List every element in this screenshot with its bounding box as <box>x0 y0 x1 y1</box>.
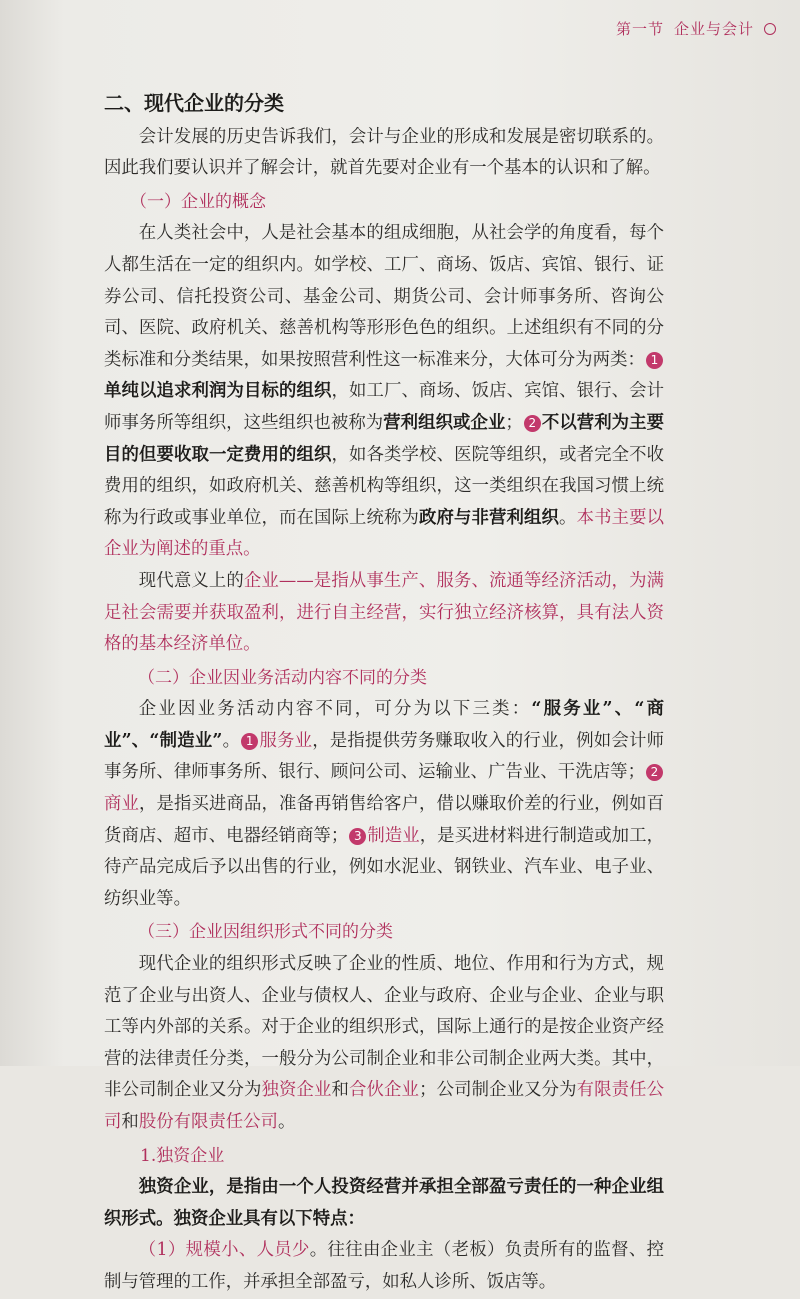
number-badge-2: 2 <box>646 764 663 781</box>
section-title: 二、现代企业的分类 <box>104 91 284 115</box>
definition-paragraph: 现代意义上的企业——是指从事生产、服务、流通等经济活动，为满足社会需要并获取盈利，进行自主经营，实行独立经济核算，具有法人资格的基本经济单位。 <box>104 570 664 655</box>
business-type-paragraph: 企业因业务活动内容不同，可分为以下三类：“服务业”、“商业”、“制造业”。 1 服务业，是指提供劳务赚取收入的行业，例如会计师事务所、律师事务所、银行、顾问公司、运输业、广告业、干洗店等； 2商业，是指买进商品，准备再销售给客户，借以赚取价差的行业，例如百货商店、超市、电器经销商等； 3 制造业，是买进材料进行制造或加工，待产品完成后予以出售的行业，例如水泥业、钢铁业、汽车业、电子业、纺织业等。 <box>104 699 664 909</box>
concept-paragraph: 在人类社会中，人是社会基本的组成细胞，从社会学的角度看，每个人都生活在一定的组织内。如学校、工厂、商场、饭店、宾馆、银行、证券公司、信托投资公司、基金公司、期货公司、会计师事务所、咨询公司、医院、政府机关、慈善机构等形形色色的组织。上述组织有不同的分类标准和分类结果，如果按照营利性这一标准来分，大体可分为两类： 1单纯以追求利润为目标的组织，如工厂、商场、饭店、宾馆、银行、会计师事务所等组织，这些组织也被称为营利组织或企业； 2 不以营利为主要目的但要收取一定费用的组织，如各类学校、医院等组织，或者完全不收费用的组织，如政府机关、慈善机构等组织，这一类组织在我国习惯上统称为行政或事业单位，而在国际上统称为政府与非营利组织。本书主要以企业为阐述的重点。 <box>104 223 664 560</box>
page-content <box>104 88 664 1299</box>
section-label: 第一节 <box>615 20 664 38</box>
number-badge-1: 1 <box>241 733 258 750</box>
sole-proprietorship-heading: 1.独资企业 <box>140 1145 225 1166</box>
subsection-heading-2: （二）企业因业务活动内容不同的分类 <box>138 667 427 688</box>
intro-paragraph: 会计发展的历史告诉我们，会计与企业的形成和发展是密切联系的。因此我们要认识并了解会计，就首先要对企业有一个基本的认识和了解。 <box>104 126 664 179</box>
circle-icon <box>764 23 776 35</box>
number-badge-3: 3 <box>349 828 366 845</box>
feature-paragraph: （1）规模小、人员少。往往由企业主（老板）负责所有的监督、控制与管理的工作，并承担全部盈亏，如私人诊所、饭店等。 <box>104 1240 664 1292</box>
chapter-label: 企业与会计 <box>673 20 754 38</box>
number-badge-2: 2 <box>524 415 541 432</box>
subsection-heading-3: （三）企业因组织形式不同的分类 <box>138 922 393 943</box>
running-head <box>616 18 776 39</box>
subsection-heading-1: （一）企业的概念 <box>130 191 266 212</box>
number-badge-1: 1 <box>646 352 663 369</box>
organization-form-paragraph: 现代企业的组织形式反映了企业的性质、地位、作用和行为方式，规范了企业与出资人、企业与债权人、企业与政府、企业与企业、企业与职工等内外部的关系。对于企业的组织形式，国际上通行的是按企业资产经营的法律责任分类，一般分为公司制企业和非公司制企业两大类。其中，非公司制企业又分为独资企业和合伙企业；公司制企业又分为有限责任公司和股份有限责任公司。 <box>104 954 664 1132</box>
sole-proprietorship-paragraph: 独资企业，是指由一个人投资经营并承担全部盈亏责任的一种企业组织形式。独资企业具有以下特点： <box>104 1177 664 1229</box>
